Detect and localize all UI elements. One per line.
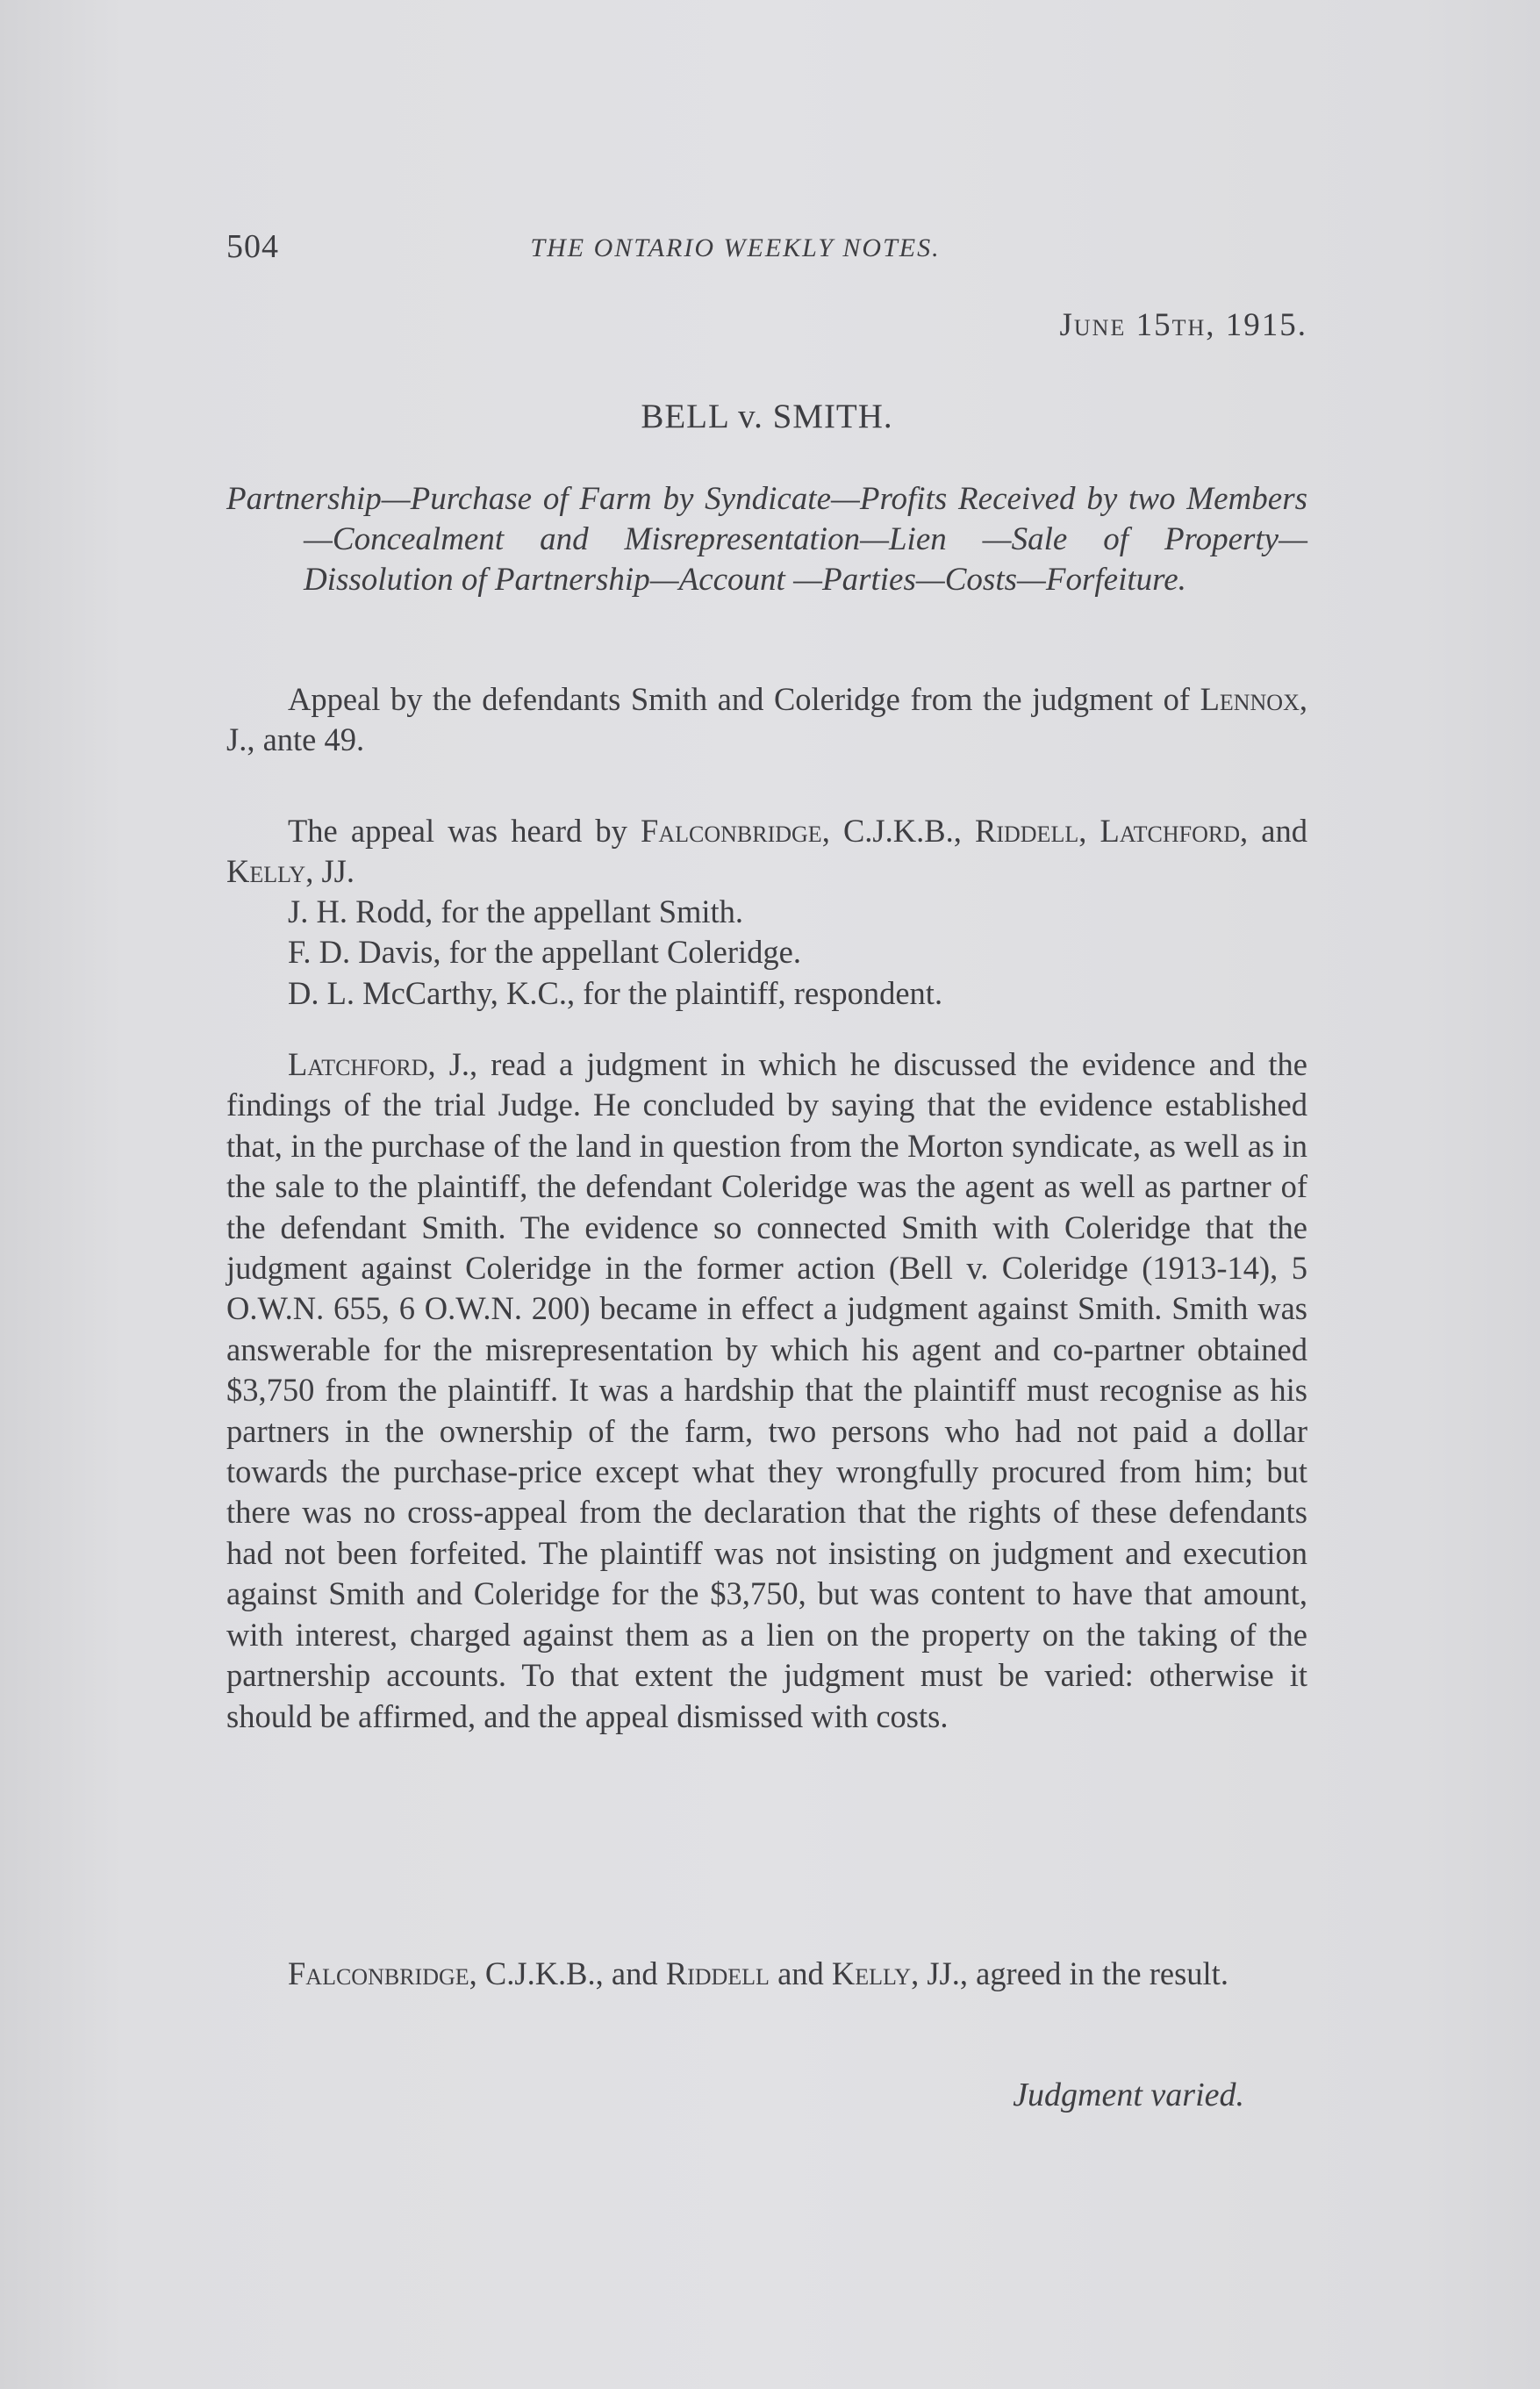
appeal-judge: Lennox [1200,681,1300,717]
counsel-list [288,892,1307,1014]
counsel-line: J. H. Rodd, for the appellant Smith. [288,893,744,929]
judgment-paragraph [226,1044,1307,1737]
appeal-paragraph [226,679,1307,761]
counsel-line: F. D. Davis, for the appellant Coleridge. [288,934,801,971]
concurrence-judge-1: Falconbridge [288,1955,469,1991]
judgment-judge: Latchford [288,1046,428,1082]
hearing-text-1: The appeal was heard by [288,813,641,849]
case-result: Judgment varied. [1013,2077,1244,2113]
hearing-judge-1: Falconbridge [641,813,822,849]
hearing-text-2: , C.J.K.B., [821,813,975,849]
hearing-text-5: , JJ. [305,853,355,890]
page-content [226,202,1307,2361]
case-title: BELL v. SMITH. [641,398,893,435]
hearing-judge-4: Kelly [226,853,306,890]
concurrence-text-1: , C.J.K.B., and [469,1955,666,1991]
journal-title: THE ONTARIO WEEKLY NOTES. [530,233,941,262]
concurrence-paragraph [226,1954,1307,1994]
hearing-paragraph [226,811,1307,893]
concurrence-text-3: , JJ., agreed in the result. [911,1955,1228,1991]
appeal-text-2: , J., ante 49. [226,681,1307,758]
judgment-text: , J., read a judgment in which he discussed the evidence and the findings of the trial Judge. He concluded by saying that the evidence established that, in the purchase of the land in question from the Morton syndicate, as well as in the sale to the plaintiff, the defendant Coleridge was the agent as well as partner of the defendant Smith. The evidence so connected Smith with Coleridge that the judgment against Coleridge in the former action (Bell v. Coleridge (1913-14), 5 O.W.N. 655, 6 O.W.N. 200) became in effect a judgment against Smith. Smith was answerable for the misrepresentation by which his agent and co-partner obtained $3,750 from the plaintiff. It was a hardship that the plaintiff must recognise as his partners in the ownership of the farm, two persons who had not paid a dollar towards the purchase-price except what they wrongfully procured from him; but there was no cross-appeal from the declaration that the rights of these defendants had not been forfeited. The plaintiff was not insisting on judgment and execution against Smith and Coleridge for the $3,750, but was content to have that amount, with interest, charged against them as a lien on the property on the taking of the partnership accounts. To that extent the judgment must be varied: otherwise it should be affirmed, and the appeal dismissed with costs. [226,1046,1307,1734]
concurrence-judge-3: Kelly [831,1955,912,1991]
hearing-text-4: , and [1240,813,1308,849]
appeal-text-1: Appeal by the defendants Smith and Coleridge from the judgment of [288,681,1200,717]
headnote-text: Partnership—Purchase of Farm by Syndicate—Profits Received by two Members—Concealment and Misrepresentation—Lien —Sale of Property—Dissolution of Partnership—Account —Parties—Costs—Forfeiture. [226,481,1307,598]
counsel-line: D. L. McCarthy, K.C., for the plaintiff, respondent. [288,974,943,1011]
concurrence-judge-2: Riddell [665,1955,770,1991]
hearing-text-3: , [1078,813,1100,849]
page-number: 504 [226,228,279,265]
headnote [226,479,1307,600]
concurrence-text-2: and [769,1955,832,1991]
running-head [226,226,1307,270]
hearing-judge-2: Riddell [975,813,1079,849]
judgment-date: June 15th, 1915. [1059,307,1307,343]
hearing-judge-3: Latchford [1099,813,1241,849]
